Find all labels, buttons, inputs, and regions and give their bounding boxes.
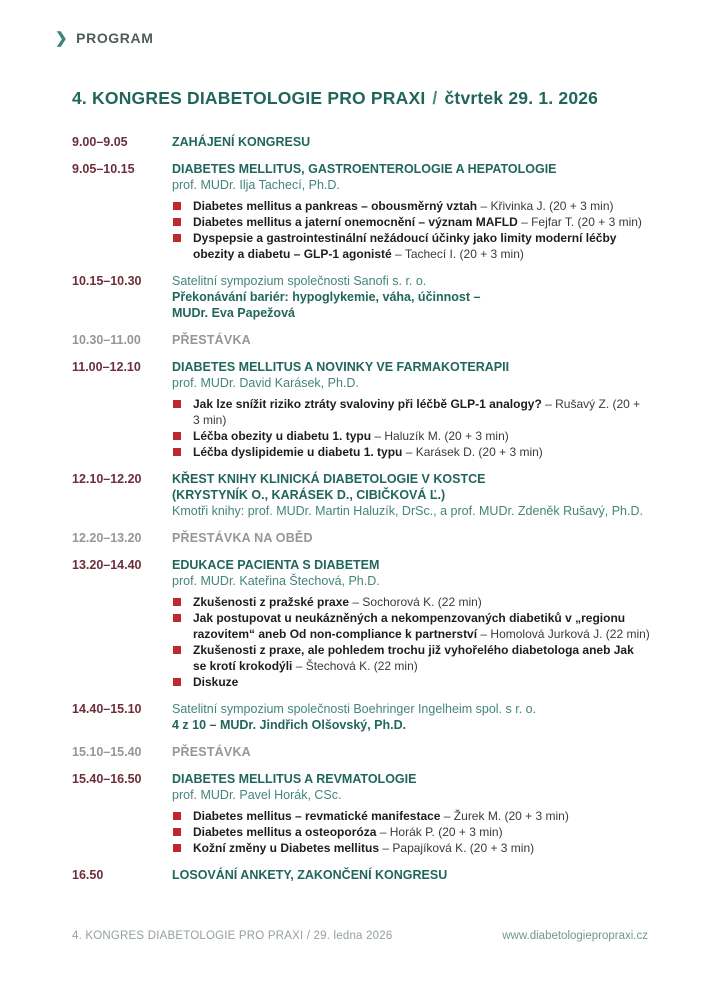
session-chair: prof. MUDr. Ilja Tachecí, Ph.D.	[172, 178, 340, 192]
talk-text: Diabetes mellitus a jaterní onemocnění – význam MAFLD – Fejfar T. (20 + 3 min)	[193, 215, 642, 229]
session-content	[172, 359, 677, 460]
talk-text: Léčba obezity u diabetu 1. typu – Haluzík M. (20 + 3 min)	[193, 429, 509, 443]
title-main: 4. KONGRES DIABETOLOGIE PRO PRAXI	[72, 88, 426, 108]
talk-text: Diskuze	[193, 675, 239, 689]
bullet-square-icon	[173, 646, 181, 654]
session-title: DIABETES MELLITUS A NOVINKY VE FARMAKOTERAPII	[172, 360, 510, 374]
chevron-right-icon: ❯	[55, 29, 69, 47]
schedule-row	[72, 867, 677, 883]
talk-item	[172, 594, 650, 610]
kicker-label: PROGRAM	[76, 30, 154, 46]
schedule-row	[72, 771, 677, 856]
talk-list	[172, 808, 677, 856]
schedule-row	[72, 530, 677, 546]
session-content	[172, 161, 677, 262]
schedule-row	[72, 744, 677, 760]
talk-item	[172, 824, 650, 840]
session-content	[172, 273, 677, 321]
schedule-row	[72, 557, 677, 690]
title-date: čtvrtek 29. 1. 2026	[444, 88, 599, 108]
bullet-square-icon	[173, 844, 181, 852]
session-title: EDUKACE PACIENTA S DIABETEM	[172, 558, 380, 572]
session-time: 14.40–15.10	[72, 702, 142, 716]
session-title: DIABETES MELLITUS, GASTROENTEROLOGIE A HEPATOLOGIE	[172, 162, 557, 176]
schedule	[72, 134, 677, 894]
talk-list	[172, 594, 677, 690]
talk-text: Léčba dyslipidemie u diabetu 1. typu – Karásek D. (20 + 3 min)	[193, 445, 543, 459]
session-chair: prof. MUDr. Kateřina Štechová, Ph.D.	[172, 574, 380, 588]
page-title	[72, 87, 598, 109]
talk-item	[172, 230, 650, 262]
schedule-row	[72, 471, 677, 519]
footer-left: 4. KONGRES DIABETOLOGIE PRO PRAXI / 29. ledna 2026	[72, 930, 393, 942]
bullet-square-icon	[173, 202, 181, 210]
satellite-title: Překonávání bariér: hypoglykemie, váha, účinnost –	[172, 290, 481, 304]
session-title: KŘEST KNIHY KLINICKÁ DIABETOLOGIE V KOSTCE	[172, 472, 486, 486]
talk-item	[172, 428, 650, 444]
talk-text: Zkušenosti z pražské praxe – Sochorová K. (22 min)	[193, 595, 482, 609]
session-title: (KRYSTYNÍK O., KARÁSEK D., CIBIČKOVÁ Ľ.)	[172, 488, 446, 502]
session-time: 12.20–13.20	[72, 531, 142, 545]
session-time: 11.00–12.10	[72, 360, 141, 374]
talk-item	[172, 610, 650, 642]
bullet-square-icon	[173, 614, 181, 622]
talk-list	[172, 198, 677, 262]
bullet-square-icon	[173, 598, 181, 606]
talk-text: Zkušenosti z praxe, ale pohledem trochu již vyhořelého diabetologa aneb Jak se krotí krokodýli – Štechová K. (22 min)	[193, 643, 634, 673]
session-chair: Kmotři knihy: prof. MUDr. Martin Haluzík, DrSc., a prof. MUDr. Zdeněk Rušavý, Ph.D.	[172, 504, 643, 518]
session-title: LOSOVÁNÍ ANKETY, ZAKONČENÍ KONGRESU	[172, 868, 448, 882]
session-content	[172, 701, 677, 733]
session-time: 15.10–15.40	[72, 745, 142, 759]
session-content	[172, 744, 677, 760]
satellite-label: Satelitní sympozium společnosti Sanofi s. r. o.	[172, 274, 427, 288]
schedule-row	[72, 701, 677, 733]
talk-text: Jak lze snížit riziko ztráty svaloviny při léčbě GLP-1 analogy? – Rušavý Z. (20 + 3 min)	[193, 397, 641, 427]
break-label: PŘESTÁVKA	[172, 745, 251, 759]
talk-item	[172, 840, 650, 856]
schedule-row	[72, 273, 677, 321]
session-content	[172, 530, 677, 546]
bullet-square-icon	[173, 678, 181, 686]
session-content	[172, 471, 677, 519]
talk-item	[172, 396, 650, 428]
session-time: 9.00–9.05	[72, 135, 128, 149]
session-title: DIABETES MELLITUS A REVMATOLOGIE	[172, 772, 417, 786]
session-time: 10.30–11.00	[72, 333, 141, 347]
satellite-label: Satelitní sympozium společnosti Boehringer Ingelheim spol. s r. o.	[172, 702, 537, 716]
session-time: 16.50	[72, 868, 104, 882]
bullet-square-icon	[173, 432, 181, 440]
bullet-square-icon	[173, 448, 181, 456]
session-content	[172, 771, 677, 856]
talk-text: Jak postupovat u neukázněných a nekompenzovaných diabetiků v „regionu razovitem“ aneb Od non-compliance k partnerství – Homolová Jurková J. (22 min)	[193, 611, 650, 641]
satellite-title: MUDr. Eva Papežová	[172, 306, 295, 320]
talk-item	[172, 444, 650, 460]
schedule-row	[72, 332, 677, 348]
title-separator: /	[432, 88, 438, 108]
talk-text: Dyspepsie a gastrointestinální nežádoucí účinky jako limity moderní léčby obezity a diabetu – GLP-1 agonisté – Tachecí I. (20 + 3 min)	[193, 231, 617, 261]
talk-list	[172, 396, 677, 460]
talk-item	[172, 674, 650, 690]
talk-text: Diabetes mellitus a pankreas – obousměrný vztah – Křivinka J. (20 + 3 min)	[193, 199, 614, 213]
schedule-row	[72, 134, 677, 150]
session-chair: prof. MUDr. Pavel Horák, CSc.	[172, 788, 342, 802]
session-time: 15.40–16.50	[72, 772, 142, 786]
footer-website-link[interactable]: www.diabetologiepropraxi.cz	[502, 930, 648, 942]
bullet-square-icon	[173, 828, 181, 836]
session-time: 12.10–12.20	[72, 472, 142, 486]
session-title: ZAHÁJENÍ KONGRESU	[172, 135, 311, 149]
talk-text: Kožní změny u Diabetes mellitus – Papajíková K. (20 + 3 min)	[193, 841, 535, 855]
schedule-row	[72, 359, 677, 460]
kicker	[55, 30, 153, 46]
schedule-row	[72, 161, 677, 262]
session-content	[172, 557, 677, 690]
session-content	[172, 134, 677, 150]
talk-item	[172, 214, 650, 230]
break-label: PŘESTÁVKA NA OBĚD	[172, 531, 313, 545]
bullet-square-icon	[173, 812, 181, 820]
break-label: PŘESTÁVKA	[172, 333, 251, 347]
satellite-title: 4 z 10 – MUDr. Jindřich Olšovský, Ph.D.	[172, 718, 407, 732]
session-chair: prof. MUDr. David Karásek, Ph.D.	[172, 376, 359, 390]
session-time: 9.05–10.15	[72, 162, 135, 176]
talk-text: Diabetes mellitus a osteoporóza – Horák P. (20 + 3 min)	[193, 825, 503, 839]
talk-text: Diabetes mellitus – revmatické manifestace – Žurek M. (20 + 3 min)	[193, 809, 569, 823]
session-time: 13.20–14.40	[72, 558, 142, 572]
page-footer	[72, 929, 648, 943]
bullet-square-icon	[173, 400, 181, 408]
bullet-square-icon	[173, 234, 181, 242]
session-time: 10.15–10.30	[72, 274, 142, 288]
talk-item	[172, 808, 650, 824]
talk-item	[172, 642, 650, 674]
session-content	[172, 332, 677, 348]
session-content	[172, 867, 677, 883]
bullet-square-icon	[173, 218, 181, 226]
talk-item	[172, 198, 650, 214]
